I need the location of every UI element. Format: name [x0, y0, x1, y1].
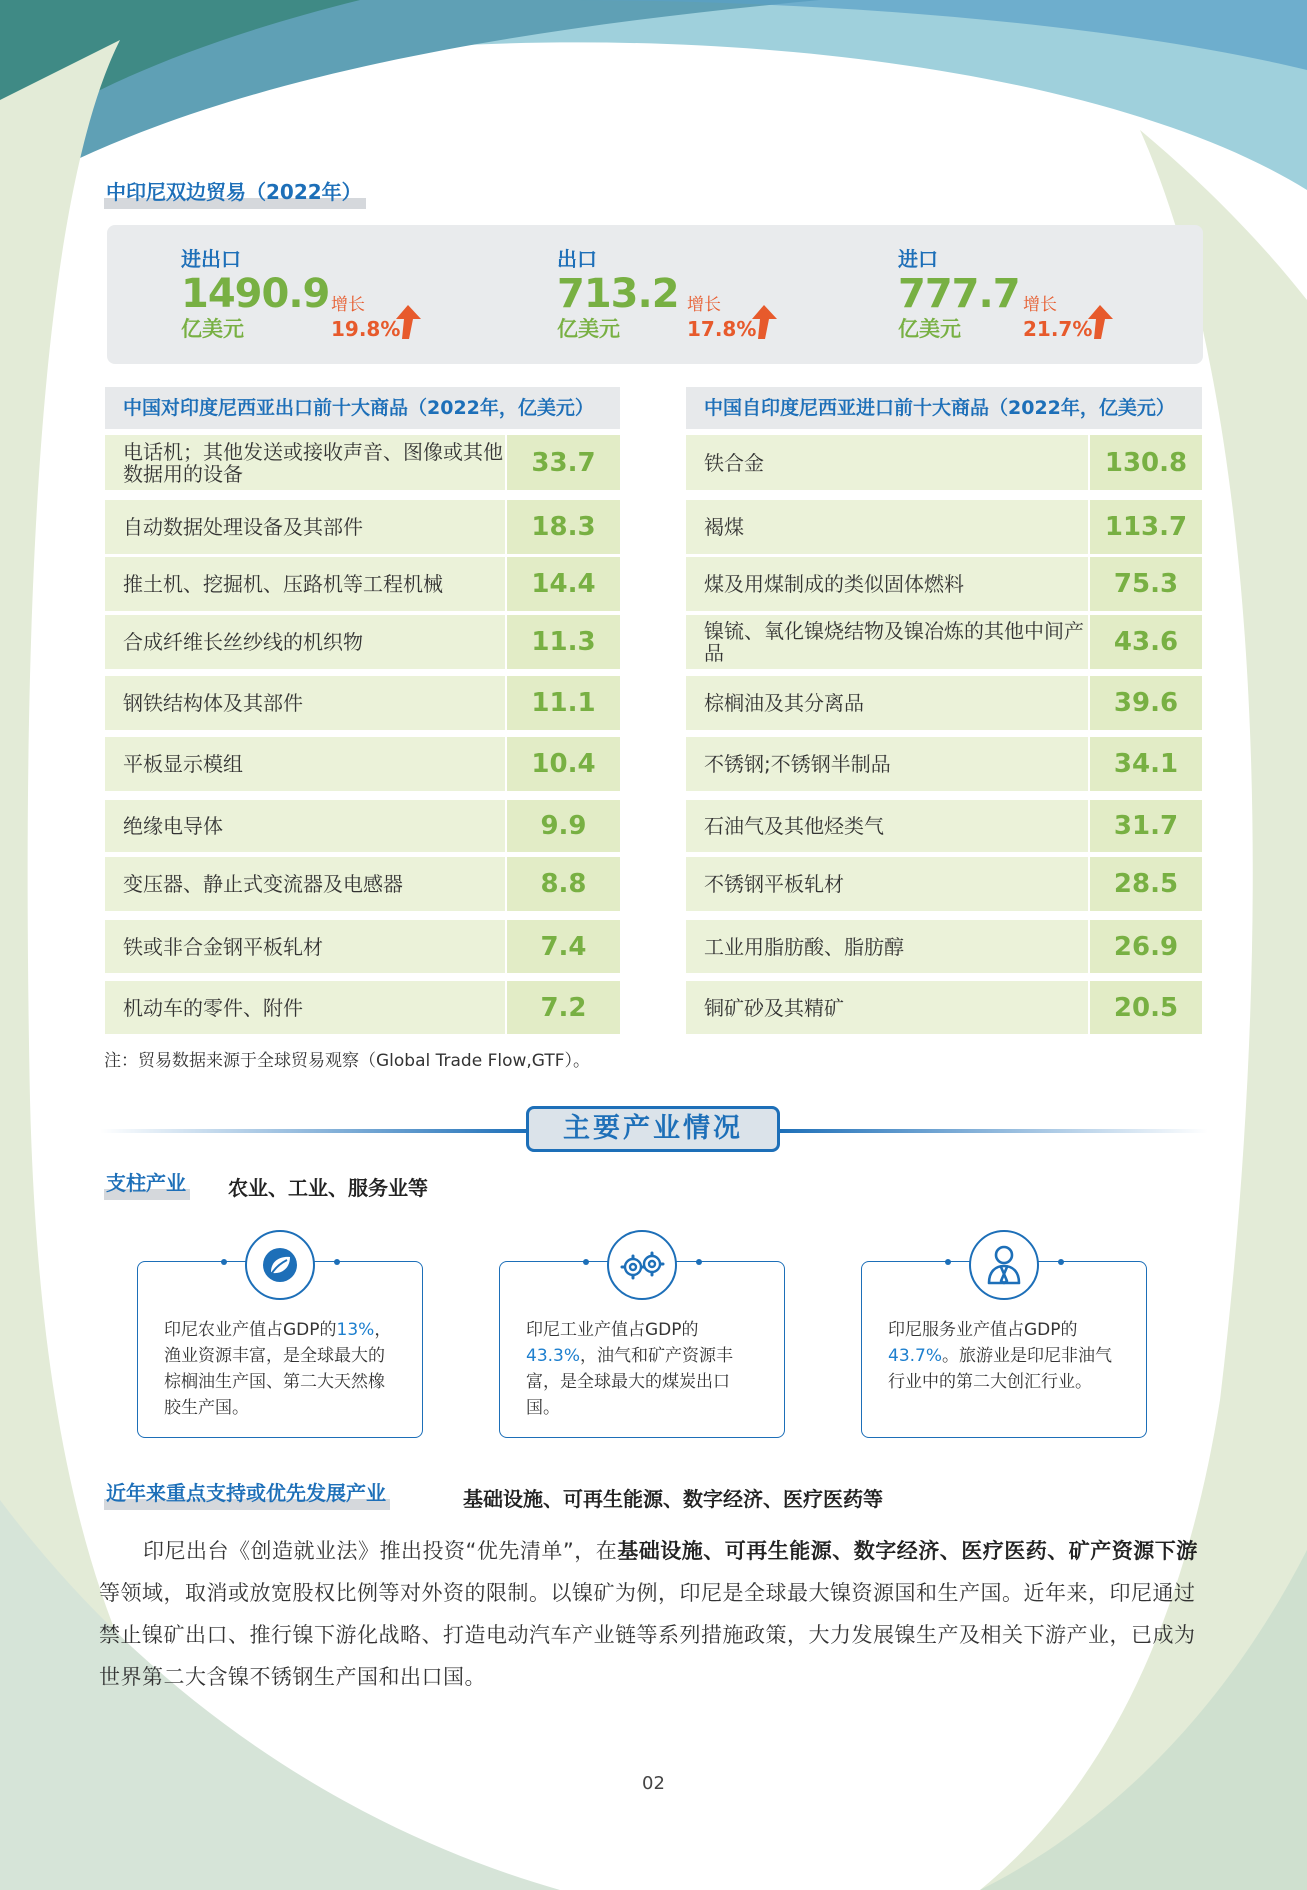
table-row [105, 857, 620, 911]
item-value: 20.5 [1090, 981, 1202, 1034]
item-value: 34.1 [1090, 737, 1202, 791]
item-value: 113.7 [1090, 500, 1202, 554]
item-name: 电话机；其他发送或接收声音、图像或其他数据用的设备 [105, 435, 505, 490]
gears-icon [607, 1230, 677, 1300]
item-name: 推土机、挖掘机、压路机等工程机械 [105, 557, 505, 611]
growth-value: 21.7% [1023, 317, 1093, 341]
item-name: 褐煤 [686, 500, 1088, 554]
table-row [105, 920, 620, 973]
table-row [686, 500, 1202, 554]
priority-paragraph: 印尼出台《创造就业法》推出投资“优先清单”，在基础设施、可再生能源、数字经济、医疗医药、矿产资源下游等领域，取消或放宽股权比例等对外资的限制。以镍矿为例，印尼是全球最大镍资源国和生产国。近年来，印尼通过禁止镍矿出口、推行镍下游化战略、打造电动汽车产业链等系列措施政策，大力发展镍生产及相关下游产业，已成为世界第二大含镍不锈钢生产国和出口国。 [99, 1539, 1198, 1689]
metric-unit: 亿美元 [898, 317, 961, 341]
card-text: 印尼工业产值占GDP的43.3%，油气和矿产资源丰富，是全球最大的煤炭出口国。 [526, 1320, 734, 1418]
metric-value: 713.2 [557, 271, 679, 317]
page-number: 02 [642, 1773, 665, 1794]
item-value: 9.9 [507, 800, 620, 852]
connector-dot [221, 1259, 227, 1265]
export-table-title: 中国对印度尼西亚出口前十大商品（2022年，亿美元） [105, 387, 620, 429]
item-name: 合成纤维长丝纱线的机织物 [105, 615, 505, 669]
connector-dot [696, 1259, 702, 1265]
item-name: 不锈钢;不锈钢半制品 [686, 737, 1088, 791]
table-row [105, 557, 620, 611]
item-name: 镍锍、氧化镍烧结物及镍冶炼的其他中间产品 [686, 615, 1088, 669]
item-name: 不锈钢平板轧材 [686, 857, 1088, 911]
item-value: 14.4 [507, 557, 620, 611]
item-value: 7.2 [507, 981, 620, 1034]
trade-section-title: 中印尼双边贸易（2022年） [104, 176, 366, 209]
item-name: 绝缘电导体 [105, 800, 505, 852]
growth-label: 增长 [331, 295, 365, 315]
arrow-up-icon [749, 303, 779, 341]
item-name: 工业用脂肪酸、脂肪醇 [686, 920, 1088, 973]
priority-section-subtitle: 基础设施、可再生能源、数字经济、医疗医药等 [463, 1487, 883, 1511]
import-table-title: 中国自印度尼西亚进口前十大商品（2022年，亿美元） [686, 387, 1202, 429]
table-row [105, 800, 620, 852]
growth-value: 19.8% [331, 317, 401, 341]
priority-section-title: 近年来重点支持或优先发展产业 [104, 1477, 390, 1510]
growth-label: 增长 [1023, 295, 1057, 315]
item-value: 31.7 [1090, 800, 1202, 852]
growth-label: 增长 [687, 295, 721, 315]
item-name: 自动数据处理设备及其部件 [105, 500, 505, 554]
item-value: 75.3 [1090, 557, 1202, 611]
metric-total-trade [181, 243, 501, 353]
card-text: 印尼农业产值占GDP的13%，渔业资源丰富，是全球最大的棕榈油生产国、第二大天然橡胶生产国。 [164, 1320, 392, 1418]
item-value: 11.3 [507, 615, 620, 669]
item-value: 18.3 [507, 500, 620, 554]
item-name: 铁或非合金钢平板轧材 [105, 920, 505, 973]
table-row [105, 500, 620, 554]
item-value: 7.4 [507, 920, 620, 973]
metric-value: 1490.9 [181, 271, 330, 317]
item-value: 28.5 [1090, 857, 1202, 911]
table-row [105, 435, 620, 490]
item-value: 130.8 [1090, 435, 1202, 490]
table-row [686, 800, 1202, 852]
metric-value: 777.7 [898, 271, 1020, 317]
table-row [686, 857, 1202, 911]
connector-dot [945, 1259, 951, 1265]
item-name: 钢铁结构体及其部件 [105, 676, 505, 730]
table-row [105, 615, 620, 669]
table-row [686, 981, 1202, 1034]
item-value: 39.6 [1090, 676, 1202, 730]
arrow-up-icon [1085, 303, 1115, 341]
table-row [686, 557, 1202, 611]
item-value: 8.8 [507, 857, 620, 911]
pillar-section-subtitle: 农业、工业、服务业等 [228, 1176, 428, 1200]
metric-label: 进出口 [181, 247, 241, 271]
item-name: 变压器、静止式变流器及电感器 [105, 857, 505, 911]
item-value: 10.4 [507, 737, 620, 791]
table-row [686, 615, 1202, 669]
connector-dot [334, 1259, 340, 1265]
table-row [105, 737, 620, 791]
table-row [686, 676, 1202, 730]
table-row [686, 435, 1202, 490]
arrow-up-icon [393, 303, 423, 341]
item-name: 机动车的零件、附件 [105, 981, 505, 1034]
metric-label: 出口 [557, 247, 597, 271]
person-icon [969, 1230, 1039, 1300]
metric-unit: 亿美元 [557, 317, 620, 341]
item-name: 铁合金 [686, 435, 1088, 490]
metric-export [557, 243, 877, 353]
industry-section-banner: 主要产业情况 [526, 1106, 780, 1152]
metric-unit: 亿美元 [181, 317, 244, 341]
item-value: 26.9 [1090, 920, 1202, 973]
card-text: 印尼服务业产值占GDP的43.7%。旅游业是印尼非油气行业中的第二大创汇行业。 [888, 1320, 1113, 1392]
table-row [686, 920, 1202, 973]
connector-dot [583, 1259, 589, 1265]
metric-import [898, 243, 1218, 353]
trade-summary-panel [107, 225, 1203, 364]
item-name: 棕榈油及其分离品 [686, 676, 1088, 730]
banner-line-left [100, 1129, 530, 1133]
connector-dot [1058, 1259, 1064, 1265]
table-row [105, 981, 620, 1034]
banner-line-right [778, 1129, 1208, 1133]
item-value: 43.6 [1090, 615, 1202, 669]
item-value: 11.1 [507, 676, 620, 730]
source-note: 注：贸易数据来源于全球贸易观察（Global Trade Flow,GTF）。 [104, 1051, 591, 1071]
leaf-icon [245, 1230, 315, 1300]
item-name: 铜矿砂及其精矿 [686, 981, 1088, 1034]
growth-value: 17.8% [687, 317, 757, 341]
pillar-section-title: 支柱产业 [104, 1167, 190, 1200]
item-name: 石油气及其他烃类气 [686, 800, 1088, 852]
item-value: 33.7 [507, 435, 620, 490]
item-name: 平板显示模组 [105, 737, 505, 791]
item-name: 煤及用煤制成的类似固体燃料 [686, 557, 1088, 611]
table-row [686, 737, 1202, 791]
metric-label: 进口 [898, 247, 938, 271]
table-row [105, 676, 620, 730]
